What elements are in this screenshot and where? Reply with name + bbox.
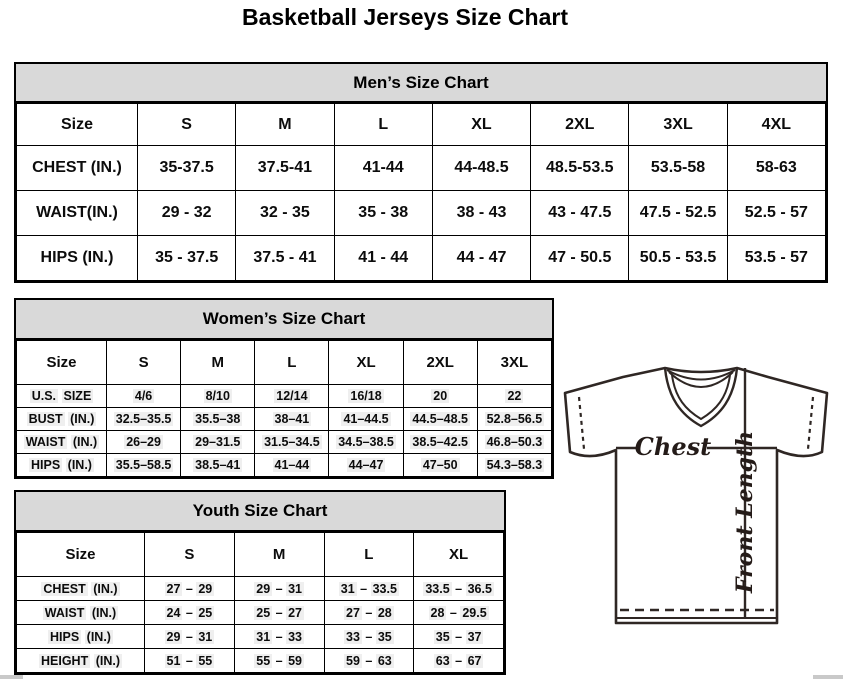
size-column-header: 3XL bbox=[477, 341, 551, 385]
jersey-outline-shape bbox=[565, 368, 827, 623]
value-token: 55 bbox=[256, 653, 271, 668]
value-token: 35 bbox=[435, 629, 450, 644]
value-token: BUST bbox=[28, 412, 63, 426]
size-value-cell bbox=[403, 408, 477, 431]
page-title: Basketball Jerseys Size Chart bbox=[241, 4, 568, 30]
value-token: HIPS bbox=[31, 458, 61, 472]
size-value-cell: 52.5 - 57 bbox=[727, 191, 825, 236]
size-header-row bbox=[17, 533, 504, 577]
value-token: 29.5 bbox=[462, 605, 487, 620]
size-value-cell bbox=[329, 408, 403, 431]
value-token: WAIST bbox=[25, 435, 66, 449]
measurement-row bbox=[17, 649, 504, 673]
size-value-cell bbox=[255, 431, 329, 454]
value-token: 25 bbox=[256, 605, 271, 620]
size-value-cell: 29 – 31 bbox=[145, 625, 235, 649]
size-value-cell: 27 – 29 bbox=[145, 577, 235, 601]
size-value-cell bbox=[477, 408, 551, 431]
value-token: WAIST bbox=[44, 605, 85, 620]
value-token: 35.5–38 bbox=[195, 412, 241, 426]
measurement-row bbox=[17, 146, 826, 191]
youth-size-chart-section bbox=[14, 490, 506, 675]
value-token: 35.5–58.5 bbox=[115, 458, 172, 472]
value-token: 55 bbox=[198, 653, 213, 668]
scrollbar-fragment-left bbox=[0, 675, 23, 679]
measurement-row bbox=[17, 601, 504, 625]
measurement-row bbox=[17, 385, 552, 408]
value-token: 31 bbox=[288, 581, 302, 596]
size-value-cell: 41-44 bbox=[334, 146, 432, 191]
size-value-cell bbox=[329, 385, 403, 408]
value-token: (IN.) bbox=[72, 435, 98, 449]
size-header-label: Size bbox=[17, 104, 138, 146]
measurement-row-label: CHEST (IN.) bbox=[17, 146, 138, 191]
size-value-cell bbox=[181, 431, 255, 454]
value-token: 31 bbox=[256, 629, 271, 644]
size-value-cell: 35-37.5 bbox=[138, 146, 236, 191]
youth-chart-title: Youth Size Chart bbox=[16, 492, 504, 532]
value-token: 38.5–41 bbox=[195, 458, 241, 472]
value-token: 54.3–58.3 bbox=[486, 458, 543, 472]
value-token: CHEST bbox=[43, 581, 86, 596]
front-length-label: Front Length bbox=[732, 430, 758, 594]
size-value-cell bbox=[477, 431, 551, 454]
size-header-row bbox=[17, 104, 826, 146]
size-value-cell bbox=[181, 385, 255, 408]
measurement-row-label bbox=[17, 431, 107, 454]
size-value-cell bbox=[107, 454, 181, 477]
size-value-cell: 38 - 43 bbox=[432, 191, 530, 236]
mens-chart-title: Men’s Size Chart bbox=[16, 64, 826, 103]
value-token: 46.8–50.3 bbox=[486, 435, 543, 449]
size-value-cell bbox=[107, 431, 181, 454]
value-token: 27 bbox=[288, 605, 302, 620]
size-value-cell: 29 - 32 bbox=[138, 191, 236, 236]
size-value-cell: 50.5 - 53.5 bbox=[629, 236, 727, 281]
value-token: (IN.) bbox=[95, 653, 121, 668]
right-cuff-dashed-seam bbox=[808, 397, 813, 449]
measurement-row-label bbox=[17, 625, 145, 649]
womens-size-table bbox=[16, 340, 552, 477]
value-token: 44–47 bbox=[348, 458, 384, 472]
size-column-header: 2XL bbox=[403, 341, 477, 385]
measurement-row bbox=[17, 454, 552, 477]
size-value-cell: 28 – 29.5 bbox=[414, 601, 504, 625]
size-value-cell bbox=[329, 454, 403, 477]
measurement-row bbox=[17, 625, 504, 649]
value-token: 35 bbox=[377, 629, 392, 644]
value-token: 29 bbox=[256, 581, 271, 596]
size-value-cell: 33.5 – 36.5 bbox=[414, 577, 504, 601]
value-token: U.S. bbox=[31, 389, 57, 403]
size-value-cell: 59 – 63 bbox=[324, 649, 414, 673]
value-token: 33 bbox=[346, 629, 360, 644]
size-column-header: M bbox=[236, 104, 334, 146]
value-token: 27 bbox=[346, 605, 360, 620]
left-cuff-dashed-seam bbox=[579, 397, 584, 449]
size-value-cell: 53.5-58 bbox=[629, 146, 727, 191]
value-token: 38–41 bbox=[274, 412, 310, 426]
size-value-cell: 47 - 50.5 bbox=[531, 236, 629, 281]
value-token: 41–44 bbox=[274, 458, 310, 472]
size-value-cell: 35 – 37 bbox=[414, 625, 504, 649]
measurement-row-label bbox=[17, 577, 145, 601]
value-token: 29–31.5 bbox=[195, 435, 241, 449]
size-value-cell: 35 - 37.5 bbox=[138, 236, 236, 281]
measurement-row bbox=[17, 191, 826, 236]
size-value-cell: 31 – 33.5 bbox=[324, 577, 414, 601]
youth-size-table bbox=[16, 532, 504, 673]
measurement-row-label: HIPS (IN.) bbox=[17, 236, 138, 281]
size-header-row bbox=[17, 341, 552, 385]
value-token: 41–44.5 bbox=[343, 412, 389, 426]
value-token: (IN.) bbox=[67, 458, 92, 472]
value-token: 29 bbox=[198, 581, 213, 596]
size-value-cell: 29 – 31 bbox=[234, 577, 324, 601]
value-token: 32.5–35.5 bbox=[115, 412, 172, 426]
value-token: 25 bbox=[198, 605, 213, 620]
size-column-header: 2XL bbox=[531, 104, 629, 146]
scrollbar-fragment-right bbox=[813, 675, 843, 679]
value-token: 12/14 bbox=[276, 389, 308, 403]
size-value-cell bbox=[181, 454, 255, 477]
size-value-cell: 44-48.5 bbox=[432, 146, 530, 191]
size-column-header: S bbox=[107, 341, 181, 385]
value-token: 67 bbox=[467, 653, 482, 668]
size-column-header: XL bbox=[329, 341, 403, 385]
value-token: 22 bbox=[507, 389, 522, 403]
value-token: 26–29 bbox=[126, 435, 161, 449]
measurement-row-label bbox=[17, 454, 107, 477]
value-token: SIZE bbox=[63, 389, 92, 403]
value-token: 28 bbox=[377, 605, 392, 620]
size-value-cell: 48.5-53.5 bbox=[531, 146, 629, 191]
value-token: 37 bbox=[467, 629, 482, 644]
womens-chart-title: Women’s Size Chart bbox=[16, 300, 552, 340]
size-value-cell: 53.5 - 57 bbox=[727, 236, 825, 281]
size-column-header: S bbox=[145, 533, 235, 577]
size-value-cell: 32 - 35 bbox=[236, 191, 334, 236]
size-value-cell bbox=[255, 454, 329, 477]
value-token: 33.5 bbox=[372, 581, 397, 596]
measurement-row bbox=[17, 577, 504, 601]
size-value-cell bbox=[107, 385, 181, 408]
value-token: HIPS bbox=[50, 629, 80, 644]
size-value-cell bbox=[403, 431, 477, 454]
size-value-cell bbox=[329, 431, 403, 454]
size-value-cell bbox=[403, 385, 477, 408]
measurement-row bbox=[17, 236, 826, 281]
value-token: 38.5–42.5 bbox=[412, 435, 468, 449]
measurement-row-label bbox=[17, 649, 145, 673]
value-token: 20 bbox=[433, 389, 448, 403]
value-token: 33 bbox=[288, 629, 302, 644]
value-token: 24 bbox=[166, 605, 181, 620]
size-column-header: 3XL bbox=[629, 104, 727, 146]
size-value-cell: 24 – 25 bbox=[145, 601, 235, 625]
value-token: (IN.) bbox=[93, 581, 118, 596]
value-token: (IN.) bbox=[91, 605, 117, 620]
value-token: 28 bbox=[430, 605, 445, 620]
size-column-header: L bbox=[255, 341, 329, 385]
size-value-cell: 27 – 28 bbox=[324, 601, 414, 625]
size-column-header: XL bbox=[432, 104, 530, 146]
value-token: (IN.) bbox=[86, 629, 111, 644]
value-token: HEIGHT bbox=[40, 653, 89, 668]
value-token: 8/10 bbox=[205, 389, 230, 403]
size-value-cell: 35 - 38 bbox=[334, 191, 432, 236]
size-value-cell: 37.5-41 bbox=[236, 146, 334, 191]
value-token: 29 bbox=[166, 629, 181, 644]
size-column-header: M bbox=[181, 341, 255, 385]
size-column-header: XL bbox=[414, 533, 504, 577]
size-value-cell: 44 - 47 bbox=[432, 236, 530, 281]
measurement-row-label: WAIST(IN.) bbox=[17, 191, 138, 236]
value-token: (IN.) bbox=[70, 412, 95, 426]
value-token: 4/6 bbox=[134, 389, 153, 403]
value-token: 47–50 bbox=[422, 458, 458, 472]
value-token: 31 bbox=[340, 581, 355, 596]
value-token: 44.5–48.5 bbox=[412, 412, 468, 426]
size-value-cell: 25 – 27 bbox=[234, 601, 324, 625]
jersey-measurement-diagram bbox=[556, 362, 838, 626]
size-value-cell bbox=[403, 454, 477, 477]
size-value-cell bbox=[477, 385, 551, 408]
value-token: 27 bbox=[166, 581, 181, 596]
value-token: 34.5–38.5 bbox=[338, 435, 394, 449]
measurement-row bbox=[17, 408, 552, 431]
value-token: 31.5–34.5 bbox=[264, 435, 320, 449]
chest-label: Chest bbox=[634, 432, 712, 461]
value-token: 63 bbox=[435, 653, 450, 668]
size-value-cell: 43 - 47.5 bbox=[531, 191, 629, 236]
size-column-header: L bbox=[324, 533, 414, 577]
size-column-header: 4XL bbox=[727, 104, 825, 146]
value-token: 51 bbox=[166, 653, 181, 668]
value-token: 16/18 bbox=[350, 389, 382, 403]
value-token: 31 bbox=[198, 629, 213, 644]
size-header-label: Size bbox=[17, 533, 145, 577]
size-value-cell bbox=[255, 385, 329, 408]
size-value-cell bbox=[477, 454, 551, 477]
measurement-row-label bbox=[17, 408, 107, 431]
measurement-row bbox=[17, 431, 552, 454]
size-value-cell: 58-63 bbox=[727, 146, 825, 191]
mens-size-table bbox=[16, 103, 826, 281]
size-value-cell bbox=[181, 408, 255, 431]
size-column-header: L bbox=[334, 104, 432, 146]
value-token: 59 bbox=[288, 653, 302, 668]
size-value-cell: 37.5 - 41 bbox=[236, 236, 334, 281]
size-header-label: Size bbox=[17, 341, 107, 385]
size-column-header: M bbox=[234, 533, 324, 577]
size-value-cell: 55 – 59 bbox=[234, 649, 324, 673]
size-column-header: S bbox=[138, 104, 236, 146]
size-value-cell: 47.5 - 52.5 bbox=[629, 191, 727, 236]
size-value-cell: 31 – 33 bbox=[234, 625, 324, 649]
value-token: 33.5 bbox=[425, 581, 450, 596]
measurement-row-label bbox=[17, 601, 145, 625]
mens-size-chart-section bbox=[14, 62, 828, 283]
value-token: 59 bbox=[346, 653, 360, 668]
size-value-cell: 51 – 55 bbox=[145, 649, 235, 673]
value-token: 52.8–56.5 bbox=[486, 412, 543, 426]
size-value-cell: 33 – 35 bbox=[324, 625, 414, 649]
value-token: 63 bbox=[377, 653, 392, 668]
value-token: 36.5 bbox=[467, 581, 492, 596]
size-value-cell: 41 - 44 bbox=[334, 236, 432, 281]
measurement-row-label bbox=[17, 385, 107, 408]
size-value-cell bbox=[255, 408, 329, 431]
size-value-cell: 63 – 67 bbox=[414, 649, 504, 673]
size-value-cell bbox=[107, 408, 181, 431]
womens-size-chart-section bbox=[14, 298, 554, 479]
